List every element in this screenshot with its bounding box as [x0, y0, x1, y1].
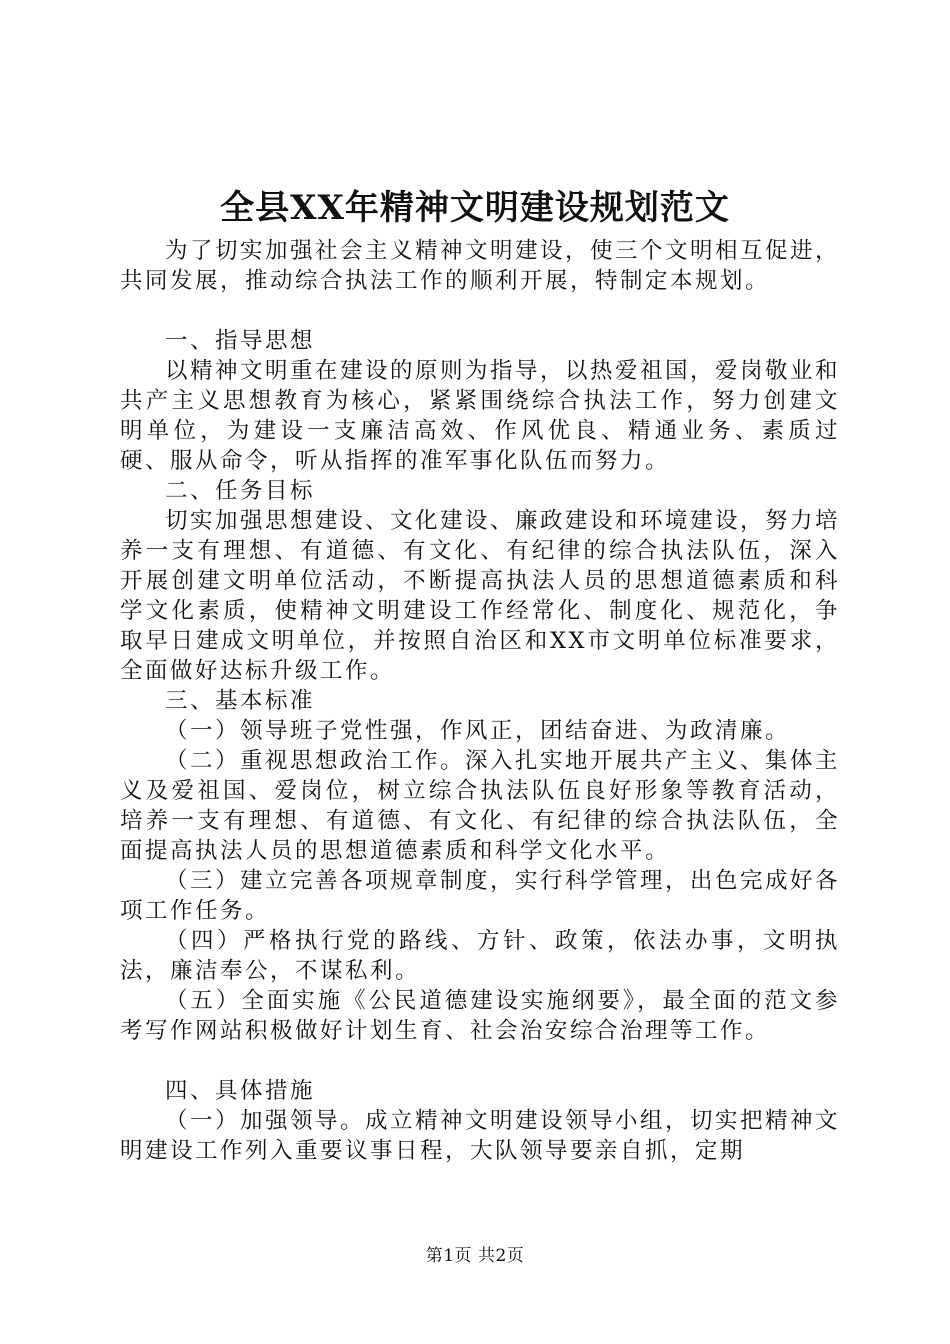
standard-item-1: （一）领导班子党性强，作风正，团结奋进、为政清廉。 [165, 718, 791, 744]
standard-item-5: （五）全面实施《公民道德建设实施纲要》，最全面的范文参考写作网站积极做好计划生育、社会治安综合治理等工作。 [120, 988, 840, 1044]
measure-item-1: （一）加强领导。成立精神文明建设领导小组，切实把精神文明建设工作列入重要议事日程，大队领导要亲自抓，定期 [120, 1108, 841, 1164]
section-heading-guiding-ideology: 一、指导思想 [165, 328, 316, 354]
standard-item-3: （三）建立完善各项规章制度，实行科学管理，出色完成好各项工作任务。 [120, 868, 841, 924]
section-heading-specific-measures: 四、具体措施 [165, 1078, 316, 1104]
paragraph-guiding-ideology: 以精神文明重在建设的原则为指导，以热爱祖国，爱岗敬业和共产主义思想教育为核心，紧紧围绕综合执法工作，努力创建文明单位，为建设一支廉洁高效、作风优良、精通业务、素质过硬、服从命令，听从指挥的准军事化队伍而努力。 [120, 358, 841, 474]
standard-item-2: （二）重视思想政治工作。深入扎实地开展共产主义、集体主义及爱祖国、爱岗位，树立综合执法队伍良好形象等教育活动，培养一支有理想、有道德、有文化、有纪律的综合执法队伍，全面提高执法人员的思想道德素质和科学文化水平。 [120, 748, 841, 864]
document-title: 全县XX年精神文明建设规划范文 [220, 188, 730, 228]
section-heading-basic-standards: 三、基本标准 [165, 688, 316, 714]
document-body [120, 236, 840, 1166]
standard-item-4: （四）严格执行党的路线、方针、政策，依法办事，文明执法，廉洁奉公，不谋私利。 [120, 928, 840, 984]
paragraph-task-goals: 切实加强思想建设、文化建设、廉政建设和环境建设，努力培养一支有理想、有道德、有文化、有纪律的综合执法队伍，深入开展创建文明单位活动，不断提高执法人员的思想道德素质和科学文化素质，使精神文明建设工作经常化、制度化、规范化，争取早日建成文明单位，并按照自治区和XX市文明单位标准要求，全面做好达标升级工作。 [120, 508, 841, 684]
section-heading-task-goals: 二、任务目标 [165, 478, 316, 504]
page-footer: 第1页 共2页 [425, 1246, 525, 1266]
intro-paragraph: 为了切实加强社会主义精神文明建设，使三个文明相互促进，共同发展，推动综合执法工作的顺利开展，特制定本规划。 [120, 238, 841, 294]
